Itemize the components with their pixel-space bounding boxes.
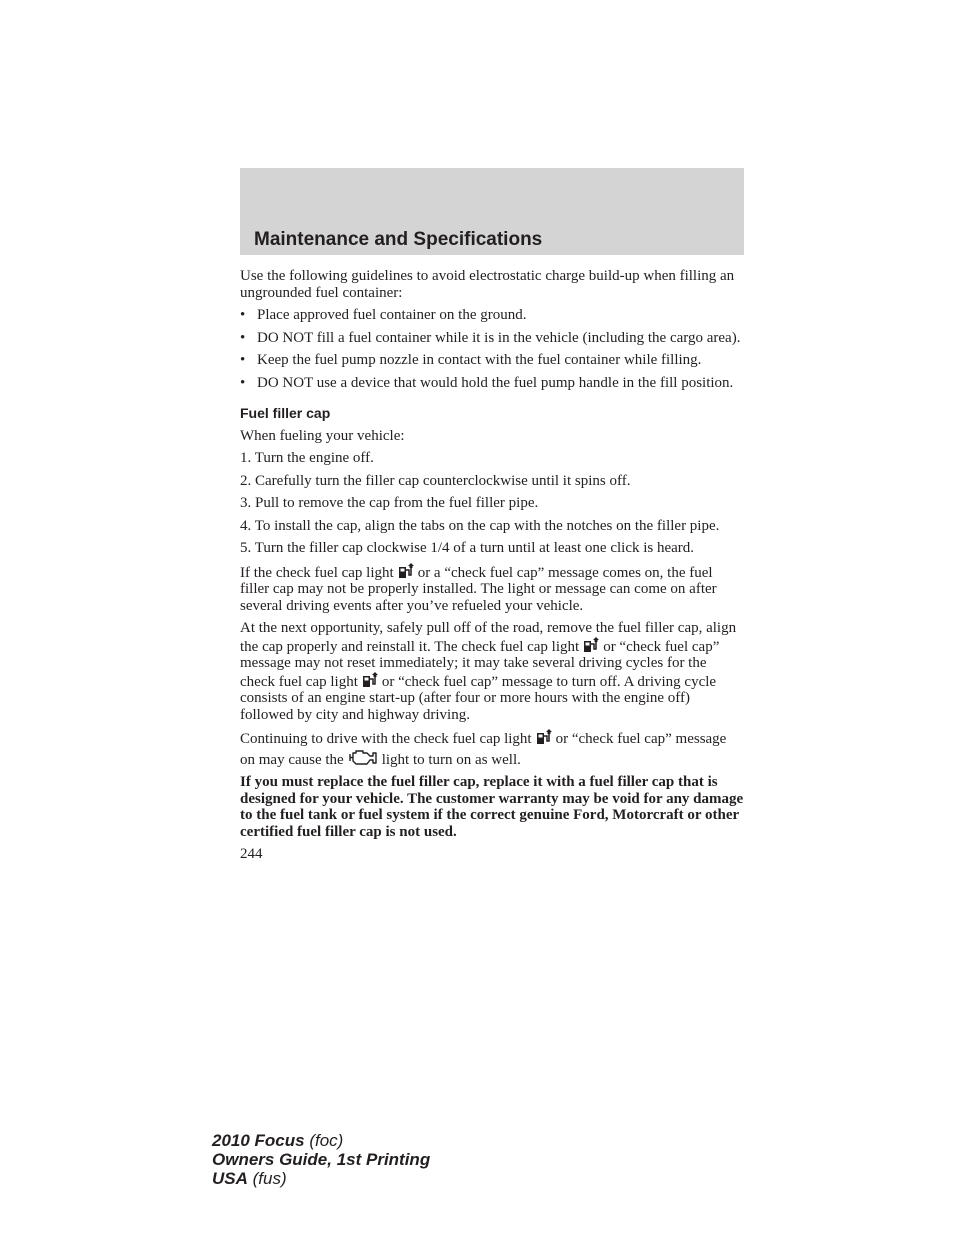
- document-footer: [212, 1131, 430, 1188]
- footer-market: USA: [212, 1169, 248, 1188]
- step-item: 2. Carefully turn the filler cap counterclockwise until it spins off.: [240, 472, 631, 489]
- paragraph-text: Continuing to drive with the check fuel cap light: [240, 731, 532, 747]
- check-fuel-cap-paragraph: [240, 563, 744, 615]
- reinstall-cap-paragraph: [240, 620, 744, 723]
- fuel-pump-cap-icon: [397, 563, 415, 579]
- bullet-dot: •: [240, 329, 246, 346]
- bullet-dot: •: [240, 374, 246, 391]
- paragraph-text: If the check fuel cap light: [240, 564, 394, 581]
- step-item: 3. Pull to remove the cap from the fuel filler pipe.: [240, 495, 539, 511]
- list-item: [240, 307, 744, 324]
- footer-model: 2010 Focus: [212, 1131, 305, 1150]
- fuel-filler-cap-heading: Fuel filler cap: [240, 405, 331, 421]
- bullet-dot: •: [240, 307, 246, 323]
- continue-driving-paragraph: [240, 729, 744, 768]
- step-item: 5. Turn the filler cap clockwise 1/4 of a turn until at least one click is heard.: [240, 540, 695, 556]
- list-item: [240, 375, 744, 392]
- footer-line-market: [212, 1169, 430, 1188]
- paragraph-text: or “check fuel cap” message may not reset immediately; it may take several driving cycles for the check fuel cap light: [240, 638, 720, 690]
- step-item: 4. To install the cap, align the tabs on the cap with the notches on the filler pipe.: [240, 517, 720, 534]
- footer-printing: Owners Guide, 1st Printing: [212, 1150, 431, 1169]
- list-item-text: Keep the fuel pump nozzle in contact with the fuel container while filling.: [257, 352, 702, 368]
- page-number: 244: [240, 846, 263, 862]
- fuel-pump-cap-icon: [361, 672, 379, 688]
- fuel-pump-cap-icon: [582, 637, 600, 653]
- footer-market-code: (fus): [252, 1169, 287, 1188]
- footer-line-model: [212, 1131, 430, 1150]
- fuel-pump-cap-icon: [535, 729, 553, 745]
- list-item-text: Place approved fuel container on the ground.: [257, 307, 527, 323]
- fueling-lead: When fueling your vehicle:: [240, 427, 405, 444]
- paragraph-text: or a “check fuel cap” message comes on, the fuel filler cap may not be properly installed. The light or message can come on after several driving events after you’ve refueled your vehicle.: [240, 564, 717, 614]
- intro-paragraph: Use the following guidelines to avoid electrostatic charge build-up when filling an ungrounded fuel container:: [240, 268, 735, 301]
- section-header-band: [240, 168, 744, 255]
- list-item-text: DO NOT fill a fuel container while it is in the vehicle (including the cargo area).: [257, 329, 741, 346]
- page-content: [240, 268, 744, 869]
- section-title: Maintenance and Specifications: [254, 229, 543, 250]
- check-engine-icon: [347, 748, 379, 766]
- warning-paragraph: If you must replace the fuel filler cap, replace it with a fuel filler cap that is designed for your vehicle. The customer warranty may be void for any damage to the fuel tank or fuel system if the correct genuine Ford, Motorcraft or other certified fuel filler cap is not used.: [240, 774, 744, 840]
- paragraph-text: or “check fuel cap” message to turn off. A driving cycle consists of an engine start-up (after four or more hours with the engine off) followed by city and highway driving.: [240, 673, 717, 723]
- paragraph-text: light to turn on as well.: [381, 751, 521, 768]
- list-item-text: DO NOT use a device that would hold the fuel pump handle in the fill position.: [257, 374, 734, 391]
- paragraph-text: At the next opportunity, safely pull off of the road, remove the fuel filler cap, align the cap properly and reinstall it. The check fuel cap light: [240, 620, 737, 655]
- list-item: [240, 352, 744, 369]
- footer-model-code: (foc): [309, 1131, 344, 1150]
- step-item: 1. Turn the engine off.: [240, 450, 374, 466]
- bullet-dot: •: [240, 352, 246, 368]
- list-item: [240, 330, 744, 347]
- paragraph-text: or “check fuel cap” message on may cause the: [240, 731, 727, 768]
- guidelines-list: [240, 307, 744, 391]
